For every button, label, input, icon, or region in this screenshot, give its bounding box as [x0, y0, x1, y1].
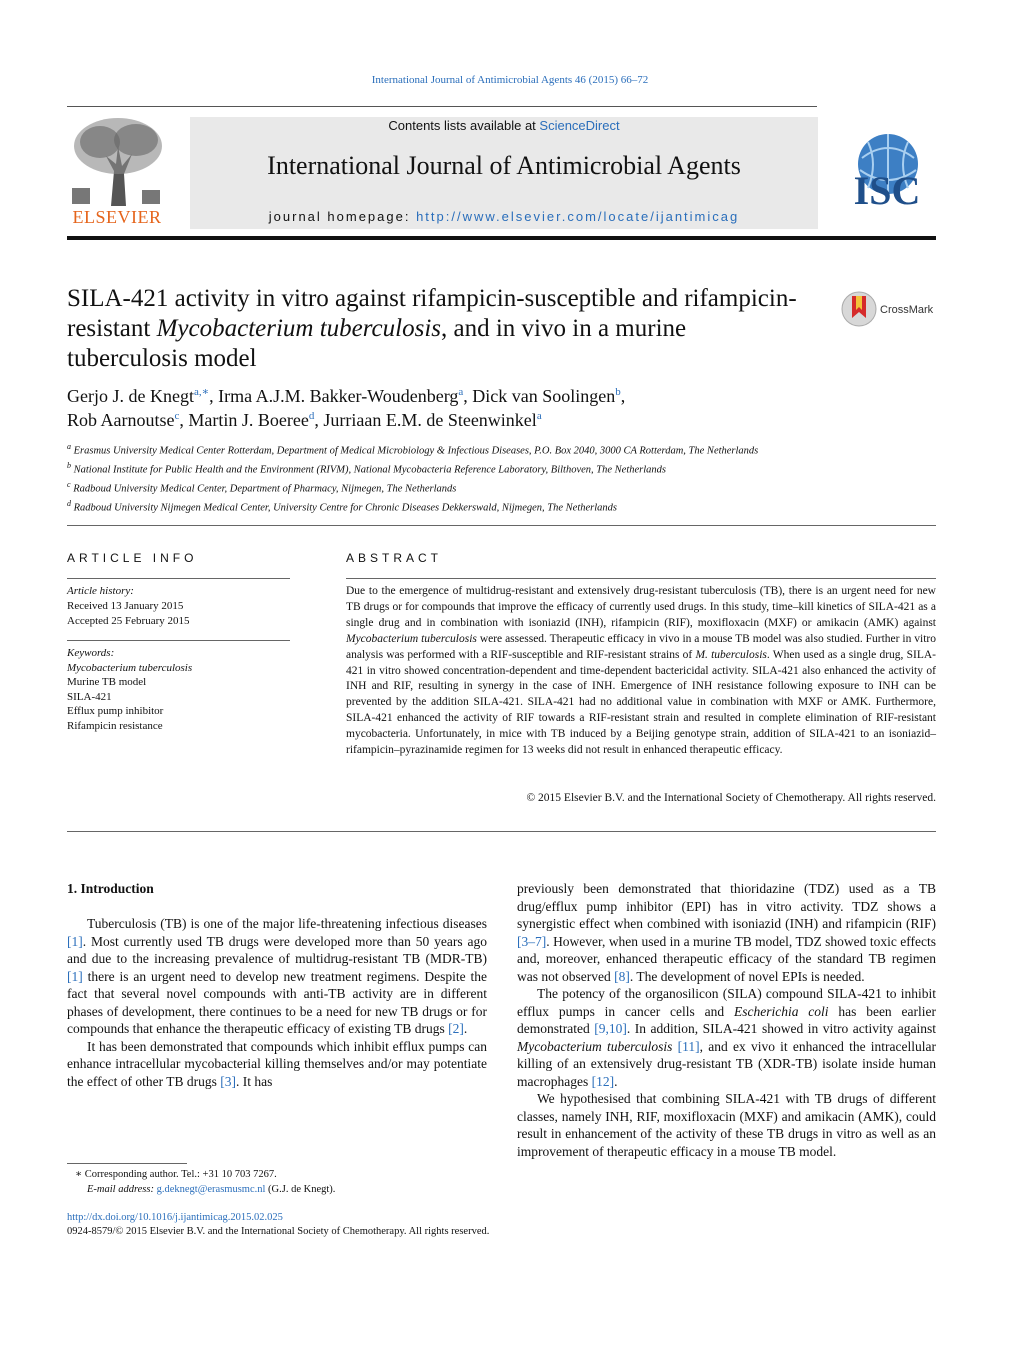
- author-name[interactable]: Jurriaan E.M. de Steenwinkel: [323, 410, 537, 430]
- citation-link[interactable]: [3]: [220, 1073, 236, 1089]
- sciencedirect-link[interactable]: ScienceDirect: [539, 118, 620, 133]
- abstract-text: [346, 584, 936, 759]
- author-separator: ,: [179, 410, 189, 430]
- history-label: Article history:: [67, 585, 134, 597]
- paragraph: [517, 880, 936, 985]
- doi-link[interactable]: http://dx.doi.org/10.1016/j.ijantimicag.2015.02.025: [67, 1212, 283, 1223]
- divider: [67, 640, 290, 641]
- footnote-divider: [67, 1163, 187, 1164]
- paragraph: [517, 1090, 936, 1160]
- paragraph: [67, 915, 487, 1038]
- divider: [67, 106, 817, 107]
- author-separator: ,: [209, 386, 219, 406]
- affiliation-text: Radboud University Nijmegen Medical Center, University Centre for Chronic Diseases Dekkerswald, Nijmegen, The Netherlands: [73, 502, 618, 514]
- accepted-date: Accepted 25 February 2015: [67, 615, 190, 627]
- header-divider: [67, 236, 936, 240]
- affiliation-text: Erasmus University Medical Center Rotterdam, Department of Medical Microbiology & Infectious Diseases, P.O. Box 2040, 3000 CA Rotterdam, The Netherlands: [73, 445, 759, 457]
- author-name[interactable]: Dick van Soolingen: [472, 386, 616, 406]
- citation-link[interactable]: [12]: [591, 1073, 615, 1089]
- author-name[interactable]: Rob Aarnoutse: [67, 410, 175, 430]
- divider: [67, 578, 290, 579]
- text: has been earlier demonstrated: [517, 1003, 936, 1036]
- abstract-heading: ABSTRACT: [346, 551, 443, 565]
- text: .: [463, 1021, 468, 1036]
- divider: [67, 525, 936, 526]
- title-text: SILA-421 activity in vitro against rifampicin-susceptible and rifampicin-resistant: [67, 285, 797, 342]
- abstract-italic: M. tuberculosis: [695, 648, 767, 661]
- section-heading-introduction: 1. Introduction: [67, 881, 154, 896]
- affiliation-item: [67, 497, 827, 516]
- article-history: [67, 584, 297, 629]
- author-separator: ,: [463, 386, 473, 406]
- text: It has been demonstrated that compounds which inhibit efflux pumps can enhance intracellular mycobacterial killing themselves and/or may potentiate the effect of other TB drugs: [67, 1038, 487, 1089]
- journal-reference[interactable]: International Journal of Antimicrobial Agents 46 (2015) 66–72: [371, 74, 649, 86]
- abstract-sentence: Due to the emergence of multidrug-resistant and extensively drug-resistant tuberculosis (TB), there is an urgent need for new TB drugs or for compounds that improve the efficacy of currently used drugs. In this study, time–kill kinetics of SILA-421 as a single drug and in combination with isoniazid (INH), rifampicin (RIF), moxifloxacin (MXF) or amikacin (AMK) against: [346, 585, 936, 629]
- email-suffix: (G.J. de Knegt).: [265, 1183, 336, 1195]
- text: there is an urgent need to develop new treatment regimens. Despite the fact that several novel compounds with anti-TB activity are in different phases of development, there continues to be a need for new TB drugs or for compounds that enhance the therapeutic efficacy of existing TB drugs: [67, 968, 487, 1036]
- text: . It has: [235, 1073, 273, 1089]
- author-sup[interactable]: a,∗: [193, 386, 210, 398]
- keywords-label: Keywords:: [67, 647, 115, 659]
- author-sup[interactable]: a: [458, 386, 464, 398]
- citation-link[interactable]: [1]: [67, 968, 83, 984]
- text: previously been demonstrated that thioridazine (TDZ) used as a TB drug/efflux pump inhibitor (EPI) has in vitro activity. TDZ shows a synergistic effect when combined with isoniazid (INH) and rifampicin (RIF): [517, 881, 936, 931]
- article-info-heading: ARTICLE INFO: [67, 551, 198, 565]
- author-name[interactable]: Martin J. Boeree: [188, 410, 309, 430]
- isc-globe-icon: [838, 128, 936, 214]
- affiliation-sup: c: [67, 480, 71, 489]
- divider: [67, 831, 936, 832]
- issn-line: 0924-8579/© 2015 Elsevier B.V. and the International Society of Chemotherapy. All rights reserved.: [67, 1226, 490, 1237]
- divider: [346, 578, 936, 579]
- italic-text: Escherichia coli: [733, 1003, 829, 1019]
- author-name[interactable]: Gerjo J. de Knegt: [67, 386, 194, 406]
- citation-link[interactable]: [2]: [448, 1021, 464, 1036]
- author-separator: ,: [620, 386, 626, 406]
- affiliation-sup: a: [67, 442, 71, 451]
- homepage-link[interactable]: http://www.elsevier.com/locate/ijantimicag: [416, 209, 740, 224]
- keywords: [67, 646, 297, 733]
- title-text-end: , and in vivo in a murine tuberculosis model: [67, 315, 687, 372]
- keyword-item: Efflux pump inhibitor: [67, 705, 164, 717]
- citation-link[interactable]: [11]: [677, 1038, 700, 1054]
- affiliation-item: [67, 459, 827, 478]
- affiliation-list: [67, 440, 827, 516]
- paragraph: [517, 985, 936, 1090]
- paragraph: [67, 1038, 487, 1091]
- affiliation-text: National Institute for Public Health and the Environment (RIVM), National Mycobacteria Reference Laboratory, Bilthoven, The Netherlands: [73, 464, 666, 476]
- email-link[interactable]: g.deknegt@erasmusmc.nl: [156, 1183, 266, 1195]
- text: . However, when used in a murine TB model, TDZ showed toxic effects and, moreover, enhanced therapeutic efficacy of the standard TB regimen was not observed: [517, 933, 936, 984]
- italic-text: Mycobacterium tuberculosis: [517, 1038, 673, 1054]
- keyword-item: SILA-421: [67, 690, 112, 703]
- keyword-item: Murine TB model: [67, 676, 147, 688]
- crossmark-label: CrossMark: [880, 304, 934, 316]
- author-sup[interactable]: c: [174, 410, 180, 422]
- footnote: [67, 1168, 487, 1197]
- keyword-item: Mycobacterium tuberculosis: [67, 661, 193, 674]
- author-sup[interactable]: d: [308, 410, 315, 422]
- contents-line: [190, 117, 818, 133]
- abstract-italic: Mycobacterium tuberculosis: [346, 632, 477, 645]
- elsevier-logo: [66, 116, 168, 228]
- contents-prefix: Contents lists available at: [388, 118, 540, 133]
- elsevier-tree-icon: [66, 116, 168, 208]
- journal-banner: [190, 117, 818, 229]
- elsevier-wordmark: ELSEVIER: [72, 207, 162, 227]
- journal-title: International Journal of Antimicrobial Agents: [267, 151, 741, 180]
- affiliation-sup: d: [67, 499, 71, 508]
- keyword-item: Rifampicin resistance: [67, 719, 163, 732]
- affiliation-item: [67, 440, 827, 459]
- isc-logo: [838, 128, 936, 214]
- corresponding-author-note: ∗ Corresponding author. Tel.: +31 10 703 7267.: [75, 1169, 277, 1180]
- text: We hypothesised that combining SILA-421 with TB drugs of different classes, namely INH, RIF, moxifloxacin (MXF) and amikacin (AMK), could result in enhancement of the activity of these TB drugs in vitro as well as an improvement of therapeutic efficacy in a mouse TB model.: [517, 1091, 936, 1159]
- text: The potency of the organosilicon (SILA) compound SILA-421 to inhibit efflux pumps in cancer cells and: [517, 986, 936, 1019]
- abstract-sentence: were assessed. Therapeutic efficacy in vivo in a mouse TB model was also studied. Further in vitro analysis was performed with a RIF-susceptible and RIF-resistant strains of: [346, 632, 936, 661]
- title-italic: Mycobacterium tuberculosis: [156, 315, 442, 342]
- citation-link[interactable]: [8]: [614, 968, 630, 984]
- abstract-sentence: . When used as a single drug, SILA-421 in vitro showed concentration-dependent and time-dependent bactericidal activity. SILA-421 also enhanced the activity of INH and RIF, resulting in synergy in the case of INH. Emergence of INH resistance following exposure to INH can be prevented by the addition SILA-421. SILA-421 had no additional value in combination with MXF or AMK. Furthermore, SILA-421 enhanced the activity of RIF towards a RIF-resistant strain and resulted in complete elimination of RIF-resistant mycobacteria. Unfortunately, in mice with TB induced by a Beijing genotype strain, addition of SILA-421 to an isoniazid–rifampicin–pyrazinamide regimen for 13 weeks did not result in enhanced therapeutic efficacy.: [346, 648, 936, 757]
- author-name[interactable]: Irma A.J.M. Bakker-Woudenberg: [218, 386, 459, 406]
- author-sup[interactable]: b: [615, 386, 621, 398]
- homepage-label: journal homepage:: [268, 209, 417, 224]
- text: . The development of novel EPIs is needed.: [629, 968, 865, 984]
- email-label: E-mail address:: [87, 1183, 157, 1195]
- author-sup[interactable]: a: [536, 410, 542, 422]
- isc-logo-text: ISC: [853, 168, 921, 213]
- crossmark-badge[interactable]: [840, 290, 940, 330]
- abstract-copyright: © 2015 Elsevier B.V. and the International Society of Chemotherapy. All rights reserved.: [526, 792, 936, 804]
- citation-link[interactable]: [9,10]: [594, 1021, 627, 1036]
- affiliation-item: [67, 478, 827, 497]
- text: . In addition, SILA-421 showed in vitro activity against: [626, 1021, 936, 1036]
- body-column-left: [67, 915, 487, 1090]
- affiliation-sup: b: [67, 461, 71, 470]
- body-column-right: [517, 880, 936, 1160]
- crossmark-icon: [840, 290, 878, 328]
- author-list: [67, 384, 827, 432]
- citation-link[interactable]: [3–7]: [517, 933, 547, 949]
- text: .: [614, 1073, 618, 1089]
- article-title: [67, 284, 807, 374]
- journal-homepage: [190, 209, 818, 224]
- received-date: Received 13 January 2015: [67, 600, 184, 612]
- text: . Most currently used TB drugs were developed more than 50 years ago and due to the increasing prevalence of multidrug-resistant TB (MDR-TB): [67, 933, 487, 966]
- affiliation-text: Radboud University Medical Center, Department of Pharmacy, Nijmegen, The Netherlands: [73, 483, 457, 495]
- text: Tuberculosis (TB) is one of the major life-threatening infectious diseases: [87, 916, 487, 931]
- citation-link[interactable]: [1]: [67, 933, 83, 949]
- author-separator: ,: [314, 410, 324, 430]
- text: , and ex vivo it enhanced the intracellular killing of an extensively drug-resistant TB (XDR-TB) isolate inside human macrophages: [517, 1038, 936, 1089]
